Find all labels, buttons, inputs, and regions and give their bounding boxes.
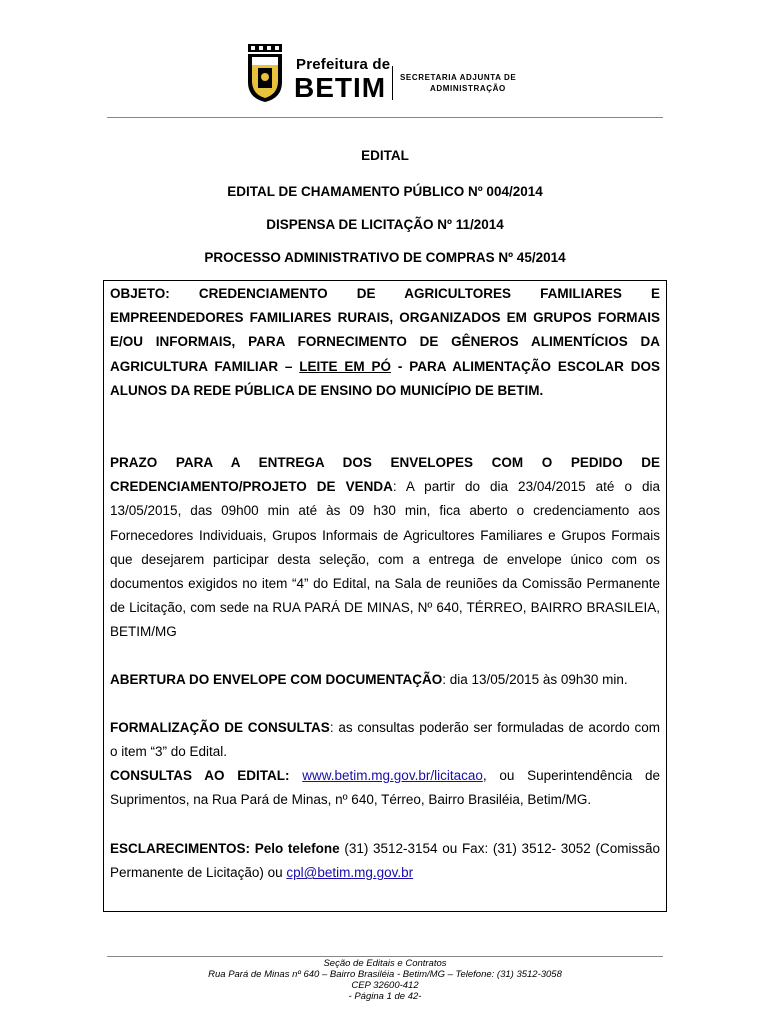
objeto-text: OBJETO: CREDENCIAMENTO DE AGRICULTORES FAMILIARES E EMPREENDEDORES FAMILIARES RURAIS, ORGANIZADOS EM GRUPOS FORMAIS E/OU INFORMAIS, PARA FORNECIMENTO DE GÊNEROS ALIMENTÍCIOS DA AGRICULTURA FAMILIAR – bbox=[110, 286, 660, 374]
abertura-label: ABERTURA DO ENVELOPE COM DOCUMENTAÇÃO bbox=[110, 672, 443, 687]
objeto-text-after: - PARA ALIMENTAÇÃO ESCOLAR DOS ALUNOS DA REDE PÚBLICA DE ENSINO DO MUNICÍPIO DE BETIM. bbox=[110, 358, 661, 398]
abertura-paragraph bbox=[110, 668, 660, 692]
title-chamamento: EDITAL DE CHAMAMENTO PÚBLICO Nº 004/2014 bbox=[227, 184, 543, 199]
footer-line-1: Seção de Editais e Contratos bbox=[323, 958, 447, 969]
secretaria-line-2: ADMINISTRAÇÃO bbox=[430, 84, 506, 93]
secretaria-line-1: SECRETARIA ADJUNTA DE bbox=[400, 73, 517, 82]
title-dispensa: DISPENSA DE LICITAÇÃO Nº 11/2014 bbox=[266, 217, 504, 232]
footer-cep: CEP 32600-412 bbox=[351, 980, 419, 991]
esclarecimentos-text: (31) 3512-3154 ou Fax: (31) 3512- 3052 (Comissão Permanente de Licitação) ou bbox=[110, 841, 660, 881]
consultas-paragraph bbox=[110, 764, 660, 812]
brand-name: BETIM bbox=[294, 72, 387, 103]
objeto-paragraph bbox=[110, 282, 660, 403]
footer-page-number: - Página 1 de 42- bbox=[348, 991, 422, 1002]
abertura-text: : dia 13/05/2015 às 09h30 min. bbox=[442, 672, 628, 687]
prazo-label: PRAZO PARA A ENTREGA DOS ENVELOPES COM O PEDIDO DE CREDENCIAMENTO/PROJETO DE VENDA bbox=[110, 455, 660, 495]
consultas-label: CONSULTAS AO EDITAL: bbox=[110, 768, 290, 783]
title-processo: PROCESSO ADMINISTRATIVO DE COMPRAS Nº 45/2014 bbox=[204, 250, 566, 265]
footer-rule bbox=[107, 956, 663, 957]
formalizacao-text: : as consultas poderão ser formuladas de acordo com o item “3” do Edital. bbox=[110, 720, 660, 760]
header-rule bbox=[107, 117, 663, 118]
brand-subtitle: Prefeitura de bbox=[296, 56, 391, 73]
esclarecimentos-label: ESCLARECIMENTOS: Pelo telefone bbox=[110, 841, 340, 856]
licitacao-link[interactable]: www.betim.mg.gov.br/licitacao bbox=[302, 768, 483, 783]
email-link[interactable]: cpl@betim.mg.gov.br bbox=[286, 865, 414, 881]
header-divider bbox=[392, 66, 393, 100]
prazo-text: : A partir do dia 23/04/2015 até o dia 13/05/2015, das 09h00 min até às 09 h30 min, fica aberto o credenciamento aos Fornecedores Individuais, Grupos Informais de Agricultores Familiares e Grupos Formais que desejarem participar desta seleção, com a entrega de envelope único com os documentos exigidos no item “4” do Edital, na Sala de reuniões da Comissão Permanente de Licitação, com sede na RUA PARÁ DE MINAS, Nº 640, TÉRREO, BAIRRO BRASILEIA, BETIM/MG bbox=[110, 479, 661, 640]
formalizacao-label: FORMALIZAÇÃO DE CONSULTAS bbox=[110, 720, 330, 735]
secretaria-label bbox=[400, 72, 516, 94]
prazo-paragraph bbox=[110, 451, 660, 645]
betim-crest-logo bbox=[244, 44, 286, 104]
consultas-text: , ou Superintendência de Suprimentos, na Rua Pará de Minas, nº 640, Térreo, Bairro Brasiléia, Betim/MG. bbox=[110, 768, 660, 808]
page-header bbox=[0, 38, 770, 108]
footer-address: Rua Pará de Minas nº 640 – Bairro Brasiléia - Betim/MG – Telefone: (31) 3512-3058 bbox=[208, 969, 562, 980]
esclarecimentos-paragraph bbox=[110, 837, 660, 885]
title-edital: EDITAL bbox=[361, 148, 409, 163]
formalizacao-paragraph bbox=[110, 716, 660, 764]
objeto-underlined: LEITE EM PÓ bbox=[299, 358, 392, 374]
